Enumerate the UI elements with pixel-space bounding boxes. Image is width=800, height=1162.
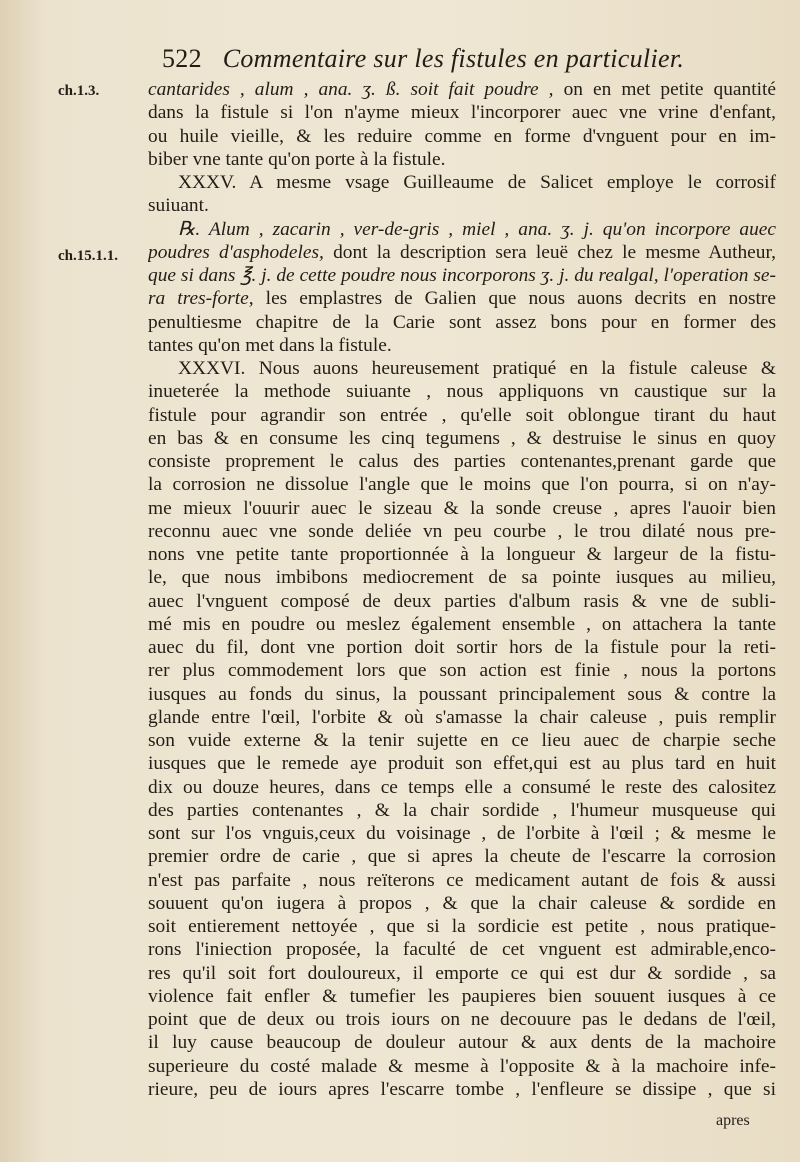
running-head bbox=[162, 44, 762, 74]
text-segment: des parties contenantes , & la chair sordide , l'humeur musqueuse qui bbox=[148, 799, 776, 821]
text-line bbox=[148, 566, 776, 589]
text-segment: violence fait enfler & tumefier les paupieres bien souuent iusques à ce bbox=[148, 985, 776, 1007]
text-line bbox=[148, 473, 776, 496]
text-line bbox=[148, 125, 776, 148]
text-segment: nons vne petite tante proportionnée à la longueur & largeur de la fistu- bbox=[148, 544, 776, 565]
text-line bbox=[148, 427, 776, 450]
text-line bbox=[148, 659, 776, 682]
text-segment: rons l'iniection proposée, la faculté de cet vnguent est admirable,enco- bbox=[148, 939, 776, 961]
text-line bbox=[148, 520, 776, 543]
text-line bbox=[148, 148, 776, 171]
text-segment: superieure du costé malade & mesme à l'opposite & à la machoire infe- bbox=[148, 1055, 776, 1077]
text-segment: en bas & en consume les cinq tegumens , & destruise le sinus en quoy bbox=[148, 427, 776, 449]
margin-note: ch.15.1.1. bbox=[58, 248, 118, 264]
text-segment: dix ou douze heures, dans ce temps elle a consumé le reste des calositez bbox=[148, 776, 776, 798]
text-line bbox=[148, 613, 776, 636]
text-segment: consiste proprement le calus des parties contenantes,prenant garde que bbox=[148, 451, 776, 472]
text-segment: le, que nous imbibons mediocrement de sa pointe iusques au milieu, bbox=[148, 567, 776, 589]
text-line bbox=[148, 1055, 776, 1078]
text-segment: suiuant. bbox=[148, 195, 209, 217]
text-segment: que si dans ℥. j. de cette poudre nous incorporons ʒ. j. du realgal, l'operation se- bbox=[148, 265, 776, 286]
text-line bbox=[148, 543, 776, 566]
text-line bbox=[148, 799, 776, 822]
text-segment: il luy cause beaucoup de douleur autour & aux dents de la machoire bbox=[148, 1032, 776, 1054]
text-line bbox=[148, 752, 776, 775]
text-line bbox=[148, 845, 776, 868]
text-line bbox=[148, 241, 776, 264]
text-segment: souuent qu'on iugera à propos , & que la chair caleuse & sordide en bbox=[148, 892, 776, 914]
text-segment: dont la description sera leuë chez le mesme Autheur, bbox=[323, 241, 776, 263]
text-line bbox=[148, 869, 776, 892]
text-segment: soit entierement nettoyée , que si la sordicie est petite , nous pratique- bbox=[148, 916, 776, 937]
text-line bbox=[148, 357, 776, 380]
text-segment: inueterée la methode suiuante , nous appliquons vn caustique sur la bbox=[148, 381, 776, 403]
text-line bbox=[148, 218, 776, 241]
text-line bbox=[148, 938, 776, 961]
text-line bbox=[148, 706, 776, 729]
text-line bbox=[148, 776, 776, 799]
text-line bbox=[148, 334, 776, 357]
text-segment: la corrosion ne dissolue l'angle que le moins que l'on pourra, si on n'ay- bbox=[148, 474, 776, 496]
text-segment: poudres d'asphodeles, bbox=[148, 241, 324, 263]
text-segment: tantes qu'on met dans la fistule. bbox=[148, 334, 392, 356]
text-line bbox=[148, 892, 776, 915]
text-segment: XXXV. A mesme vsage Guilleaume de Salicet employe le corrosif bbox=[178, 172, 776, 193]
text-line bbox=[148, 450, 776, 473]
text-line bbox=[148, 915, 776, 938]
text-segment: biber vne tante qu'on porte à la fistule. bbox=[148, 148, 446, 170]
text-line bbox=[148, 1031, 776, 1054]
text-segment: sont sur l'os vnguis,ceux du voisinage , de l'orbite à l'œil ; & mesme le bbox=[148, 823, 776, 844]
text-segment: me mieux l'ouurir auec le sizeau & la sonde creuse , apres l'auoir bien bbox=[148, 497, 776, 519]
text-segment: iusques au fonds du sinus, la poussant principalement sous & contre la bbox=[148, 683, 776, 705]
running-title: Commentaire sur les fistules en particulier. bbox=[222, 44, 685, 73]
text-segment: fistule pour agrandir son entrée , qu'elle soit oblongue tirant du haut bbox=[148, 404, 776, 426]
text-segment: ou huile vieille, & les reduire comme en forme d'vnguent pour en im- bbox=[148, 125, 776, 147]
text-line bbox=[148, 729, 776, 752]
text-segment: res qu'il soit fort douloureux, il emporte ce qui est dur & sordide , sa bbox=[148, 962, 776, 984]
text-segment: on en met petite quantité bbox=[553, 79, 776, 100]
text-segment: les emplastres de Galien que nous auons decrits en nostre bbox=[253, 288, 776, 310]
text-line bbox=[148, 1078, 776, 1101]
text-segment: n'est pas parfaite , nous reïterons ce medicament autant de fois & aussi bbox=[148, 869, 776, 891]
text-segment: rer plus commodement lors que son action est finie , nous la portons bbox=[148, 660, 776, 682]
text-line bbox=[148, 78, 776, 101]
text-line bbox=[148, 683, 776, 706]
text-line bbox=[148, 822, 776, 845]
text-segment: premier ordre de carie , que si apres la cheute de l'escarre la corrosion bbox=[148, 846, 776, 868]
text-segment: reconnu auec vne sonde deliée vn peu courbe , le trou dilaté nous pre- bbox=[148, 520, 776, 542]
text-line bbox=[148, 380, 776, 403]
text-line bbox=[148, 101, 776, 124]
text-segment: cantarides , alum , ana. ʒ. ß. soit fait poudre , bbox=[148, 79, 554, 100]
text-line bbox=[148, 636, 776, 659]
text-segment: iusques que le remede aye produit son effet,qui est au plus tard en huit bbox=[148, 753, 776, 775]
text-segment: ra tres-forte, bbox=[148, 288, 254, 310]
text-line bbox=[148, 1008, 776, 1031]
text-segment: son vuide externe & la tenir sujette en ce lieu auec de charpie seche bbox=[148, 730, 776, 751]
text-segment: point que de deux ou trois iours on ne decouure pas le dedans de l'œil, bbox=[148, 1009, 776, 1030]
margin-note: ch.1.3. bbox=[58, 83, 100, 99]
text-line bbox=[148, 962, 776, 985]
page-number: 522 bbox=[162, 44, 202, 73]
text-line bbox=[148, 171, 776, 194]
text-line bbox=[148, 311, 776, 334]
text-segment: rieure, peu de iours apres l'escarre tombe , l'enfleure se dissipe , que si bbox=[148, 1078, 776, 1100]
text-line bbox=[148, 287, 776, 310]
text-segment: penultiesme chapitre de la Carie sont assez bons pour en former des bbox=[148, 311, 776, 333]
body-text bbox=[148, 78, 776, 1101]
catchword: apres bbox=[716, 1112, 750, 1129]
text-line bbox=[148, 194, 776, 217]
text-line bbox=[148, 404, 776, 427]
text-segment: dans la fistule si l'on n'ayme mieux l'incorporer auec vne vrine d'enfant, bbox=[148, 102, 776, 124]
text-line bbox=[148, 590, 776, 613]
text-line bbox=[148, 497, 776, 520]
text-line bbox=[148, 985, 776, 1008]
text-segment: glande entre l'œil, l'orbite & où s'amasse la chair caleuse , puis remplir bbox=[148, 706, 776, 728]
text-segment: auec l'vnguent composé de deux parties d'album rasis & vne de subli- bbox=[148, 590, 776, 612]
text-segment: auec du fil, dont vne portion doit sortir hors de la fistule pour la reti- bbox=[148, 637, 776, 658]
text-line bbox=[148, 264, 776, 287]
text-segment: ℞. Alum , zacarin , ver-de-gris , miel , ana. ʒ. j. qu'on incorpore auec bbox=[178, 218, 776, 240]
text-segment: XXXVI. Nous auons heureusement pratiqué en la fistule caleuse & bbox=[178, 358, 776, 379]
text-segment: mé mis en poudre ou meslez également ensemble , on attachera la tante bbox=[148, 613, 776, 635]
